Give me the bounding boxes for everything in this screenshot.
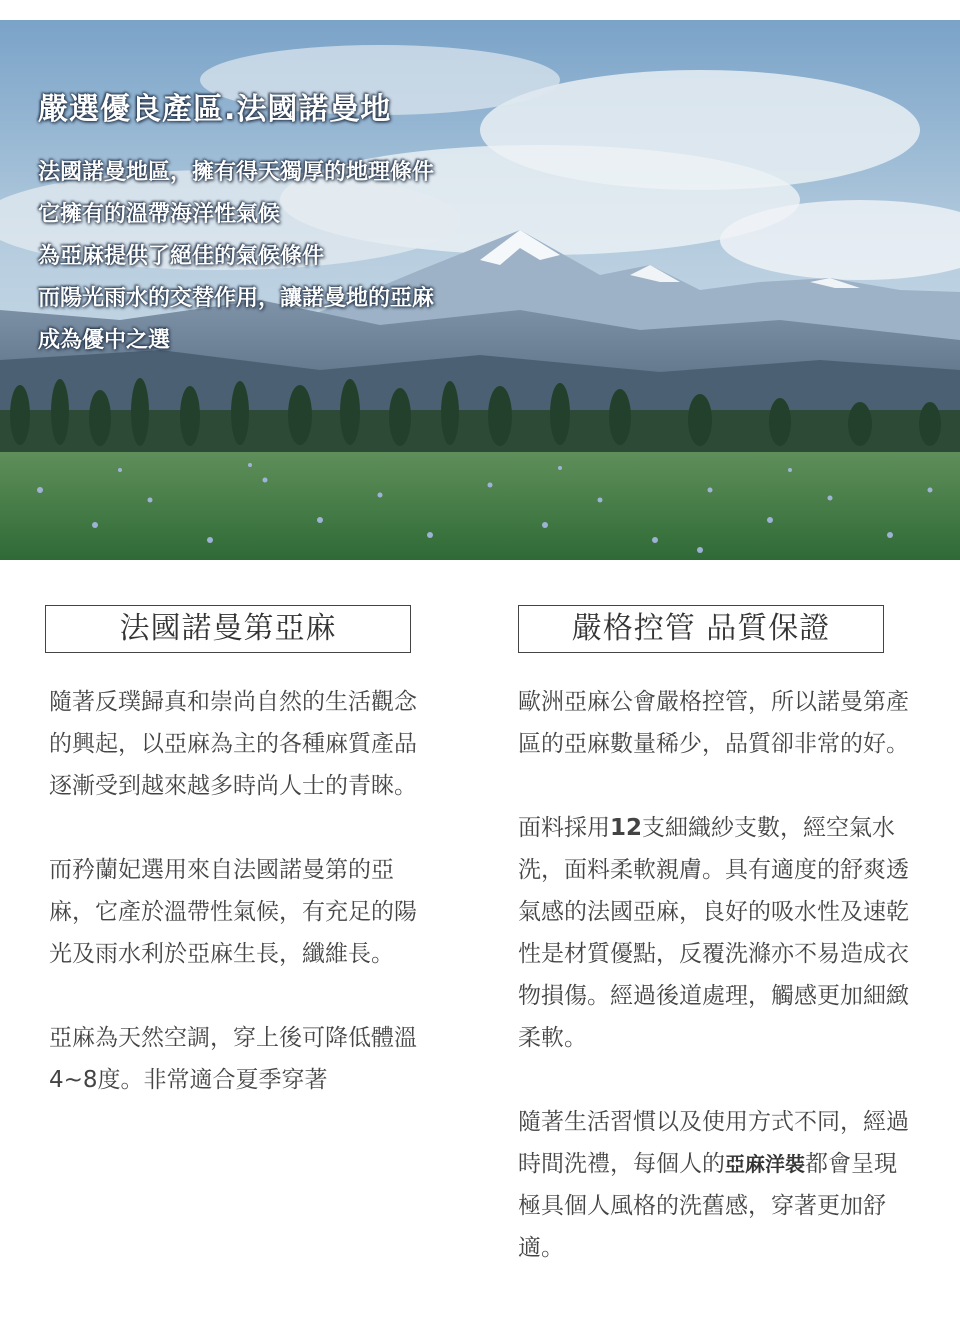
hero-text-block — [38, 90, 434, 362]
left-paragraph: 而矜蘭妃選用來自法國諾曼第的亞麻，它產於溫帶性氣候，有充足的陽光及雨水利於亞麻生長，纖維長。 — [49, 857, 417, 967]
hero-banner — [0, 20, 960, 560]
hero-line: 而陽光雨水的交替作用，讓諾曼地的亞麻 — [38, 286, 435, 311]
text-run: 支細織紗支數，經空氣水洗，面料柔軟親膚。具有適度的舒爽透氣感的法國亞麻，良好的吸水性及速乾性是材質優點，反覆洗滌亦不易造成衣物損傷。經過後道處理，觸感更加細緻柔軟。 — [518, 815, 909, 1051]
text-run: 面料採用 — [518, 815, 610, 841]
right-paragraph — [518, 1101, 918, 1269]
hero-line: 成為優中之選 — [38, 328, 171, 353]
left-paragraph: 隨著反璞歸真和崇尚自然的生活觀念的興起，以亞麻為主的各種麻質產品逐漸受到越來越多時尚人士的青睞。 — [49, 689, 417, 799]
right-paragraph: 歐洲亞麻公會嚴格控管，所以諾曼第產區的亞麻數量稀少，品質卻非常的好。 — [518, 689, 909, 757]
left-column-title: 法國諾曼第亞麻 — [45, 605, 411, 653]
left-column — [45, 605, 465, 1143]
right-column-body — [518, 681, 918, 1269]
text-run: 都會呈現極具個人風格的洗舊感，穿著更加舒適。 — [518, 1151, 897, 1261]
right-paragraph — [518, 807, 918, 1059]
right-column — [518, 605, 938, 1311]
yarn-count-number: 12 — [610, 815, 643, 841]
linen-dress-highlight: 亞麻洋裝 — [725, 1152, 805, 1176]
right-column-title: 嚴格控管 品質保證 — [518, 605, 884, 653]
left-paragraph: 亞麻為天然空調，穿上後可降低體溫4~8度。非常適合夏季穿著 — [49, 1025, 417, 1093]
hero-line: 它擁有的溫帶海洋性氣候 — [38, 202, 281, 227]
hero-line: 法國諾曼地區，擁有得天獨厚的地理條件 — [38, 160, 435, 185]
left-column-body — [45, 681, 429, 1101]
hero-line: 為亞麻提供了絕佳的氣候條件 — [38, 244, 325, 269]
text-run: 隨著生活習慣以及使用方式不同，經過時間洗禮，每個人的 — [518, 1109, 909, 1177]
hero-title: 嚴選優良產區.法國諾曼地 — [38, 92, 392, 127]
